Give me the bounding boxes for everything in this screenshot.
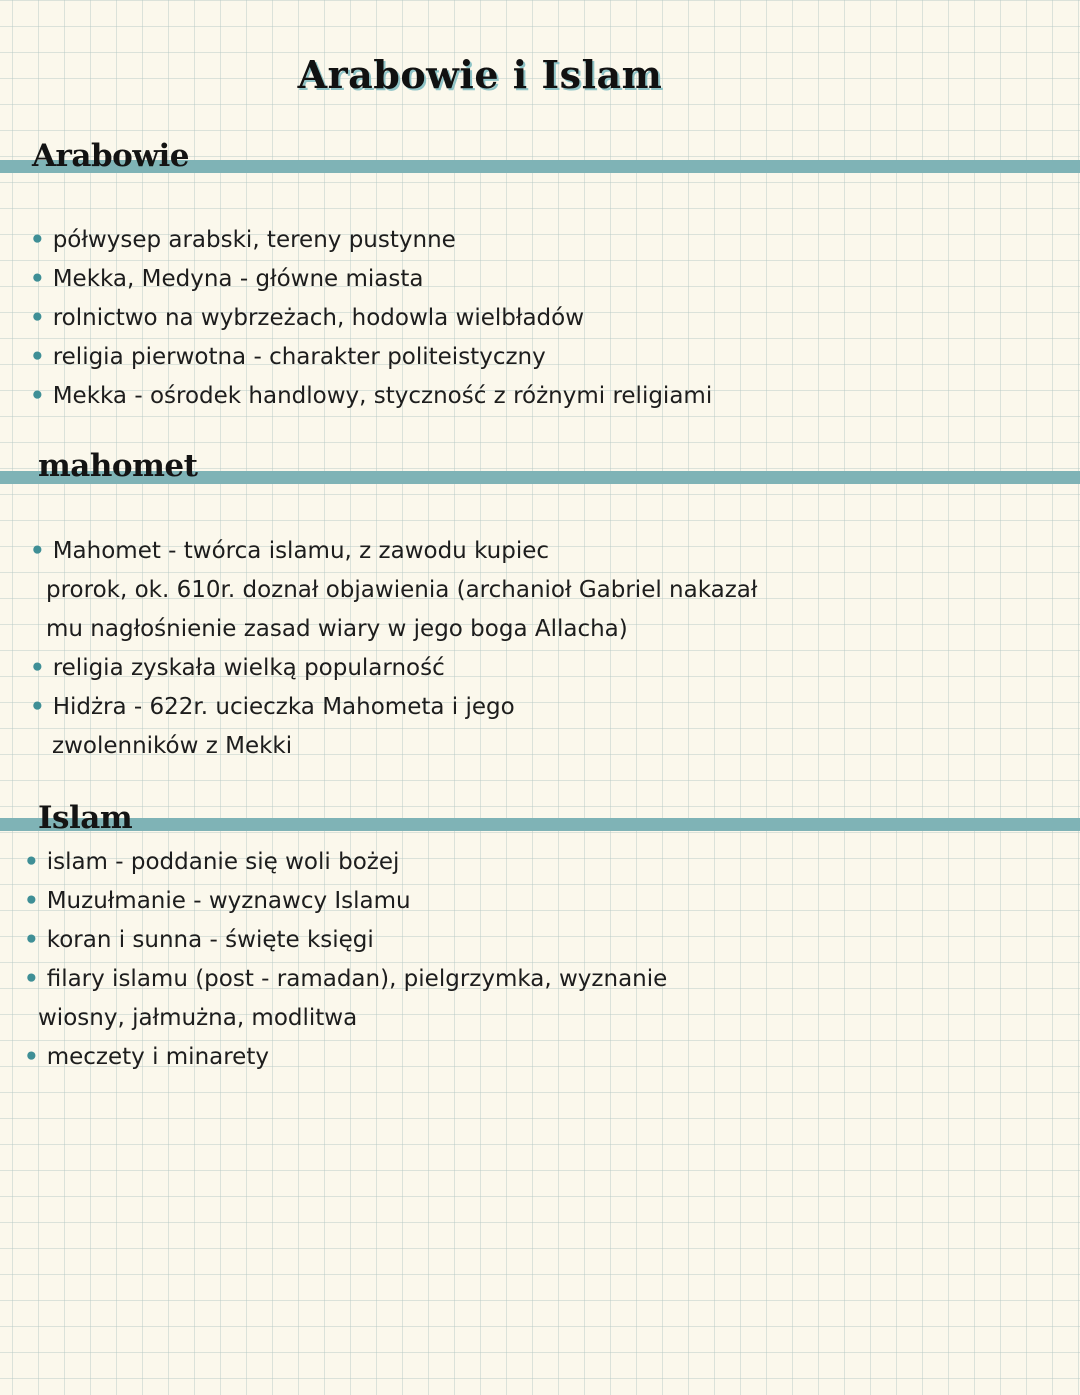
list-item-text: islam - poddanie się woli bożej	[46, 849, 400, 875]
list-item-text: Mekka, Medyna - główne miasta	[52, 266, 424, 292]
list-item	[30, 381, 712, 411]
list-item	[30, 225, 456, 255]
bullet-icon: •	[30, 383, 45, 409]
list-item	[30, 303, 584, 333]
list-item-text: Mekka - ośrodek handlowy, styczność z różnymi religiami	[52, 383, 713, 409]
list-item	[24, 847, 399, 877]
section-heading-arabowie: Arabowie	[32, 138, 190, 174]
bullet-icon: •	[24, 888, 39, 914]
bullet-icon: •	[30, 538, 45, 564]
section-heading-islam: Islam	[38, 800, 133, 836]
list-item	[24, 1042, 269, 1072]
bullet-icon: •	[30, 305, 45, 331]
list-item-continuation: prorok, ok. 610r. doznał objawienia (archanioł Gabriel nakazał	[46, 577, 758, 603]
list-item-text: religia pierwotna - charakter politeistyczny	[52, 344, 546, 370]
list-item-continuation: zwolenników z Mekki	[52, 733, 293, 759]
bullet-icon: •	[30, 266, 45, 292]
list-item	[30, 536, 549, 566]
list-item	[30, 653, 445, 683]
list-item-text: rolnictwo na wybrzeżach, hodowla wielbładów	[52, 305, 585, 331]
bullet-icon: •	[24, 966, 39, 992]
bullet-icon: •	[30, 655, 45, 681]
bullet-icon: •	[30, 344, 45, 370]
bullet-icon: •	[24, 927, 39, 953]
list-item-continuation: mu nagłośnienie zasad wiary w jego boga Allacha)	[46, 616, 628, 642]
list-item-continuation: wiosny, jałmużna, modlitwa	[38, 1005, 358, 1031]
list-item	[30, 342, 546, 372]
list-item	[30, 692, 515, 722]
bullet-icon: •	[30, 227, 45, 253]
list-item-text: meczety i minarety	[46, 1044, 269, 1070]
list-item-text: koran i sunna - święte księgi	[46, 927, 374, 953]
bullet-icon: •	[24, 1044, 39, 1070]
page-title: Arabowie i Islam	[297, 52, 663, 97]
list-item	[24, 964, 667, 994]
list-item-text: filary islamu (post - ramadan), pielgrzymka, wyznanie	[46, 966, 668, 992]
list-item	[30, 264, 424, 294]
section-heading-mahomet: mahomet	[38, 448, 198, 484]
list-item-text: półwysep arabski, tereny pustynne	[52, 227, 456, 253]
list-item-text: Hidżra - 622r. ucieczka Mahometa i jego	[52, 694, 515, 720]
bullet-icon: •	[24, 849, 39, 875]
bullet-icon: •	[30, 694, 45, 720]
list-item-text: religia zyskała wielką popularność	[52, 655, 445, 681]
section-divider-islam	[0, 818, 1080, 831]
list-item	[24, 886, 411, 916]
list-item-text: Muzułmanie - wyznawcy Islamu	[46, 888, 411, 914]
list-item	[24, 925, 374, 955]
list-item-text: Mahomet - twórca islamu, z zawodu kupiec	[52, 538, 550, 564]
